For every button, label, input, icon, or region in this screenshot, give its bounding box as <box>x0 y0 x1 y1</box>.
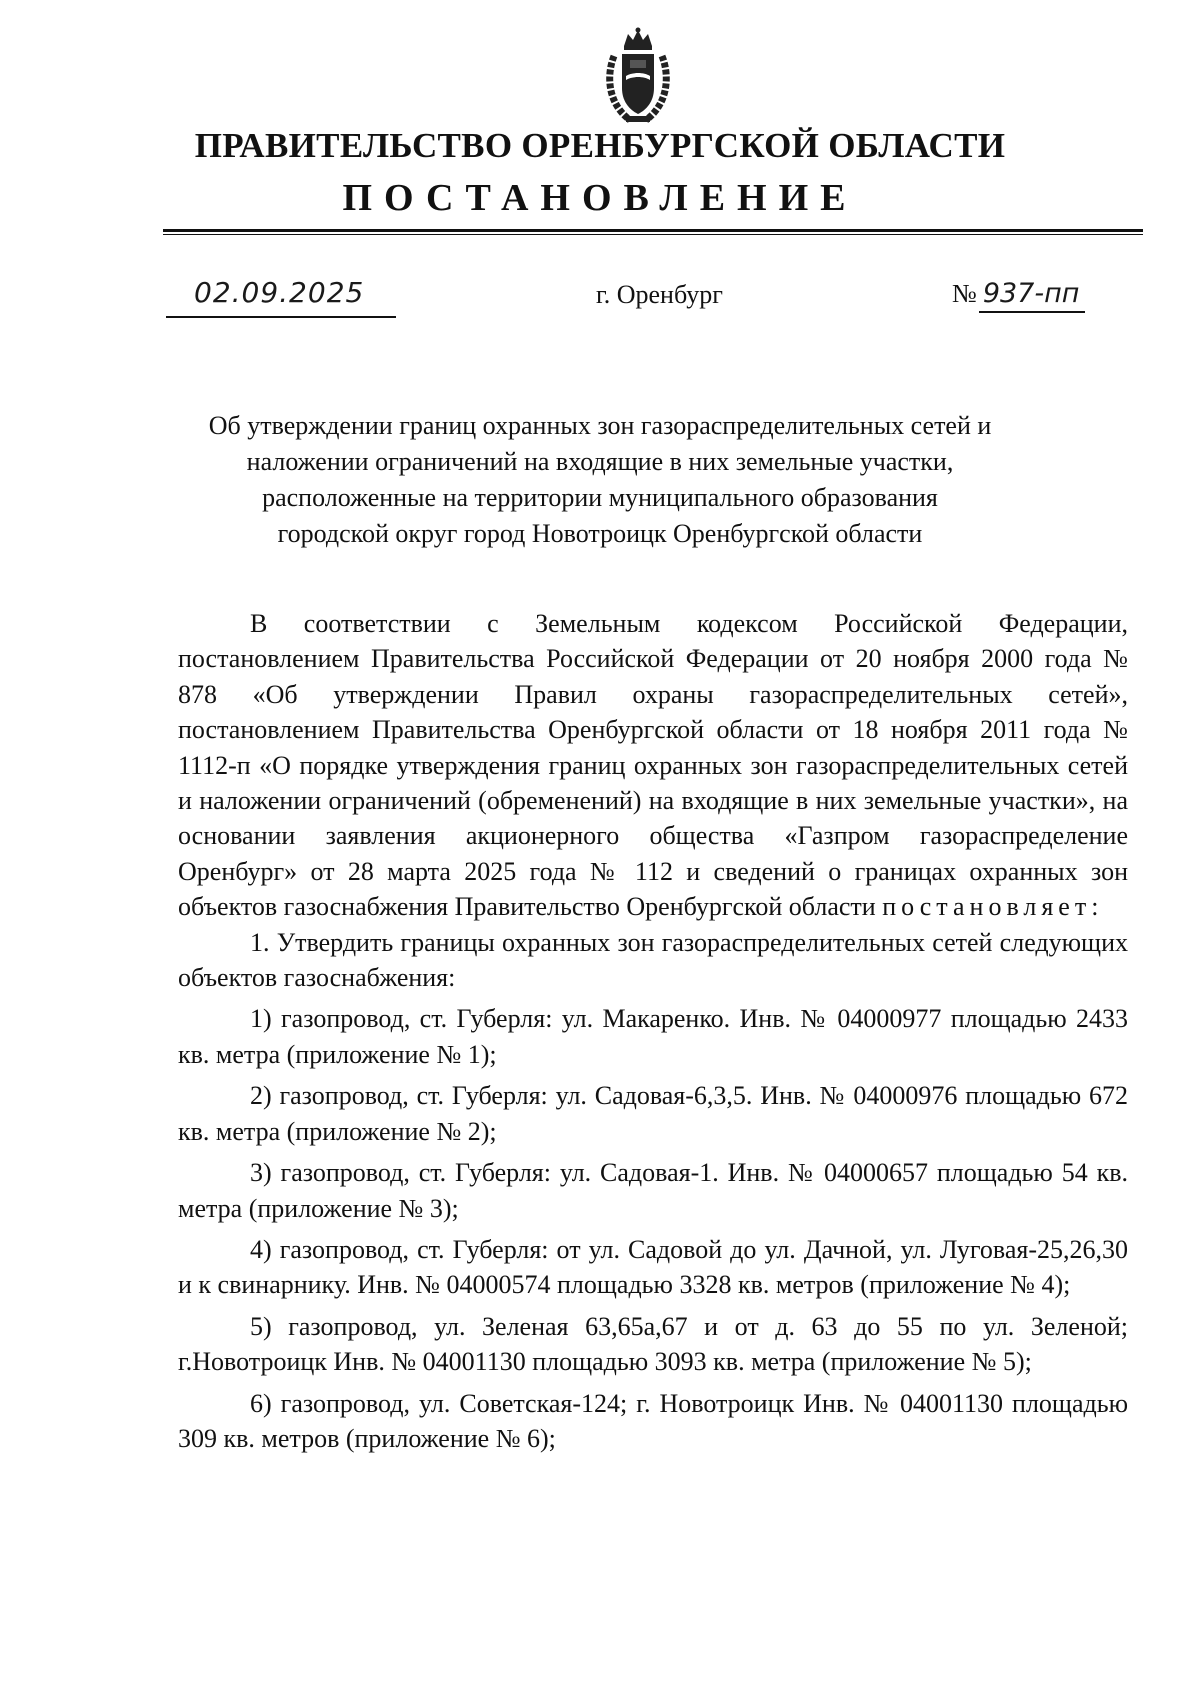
subject-line: наложении ограничений на входящие в них земельные участки, <box>246 447 954 476</box>
document-subject <box>160 408 1040 552</box>
document-date: 02.09.2025 <box>194 276 365 309</box>
subject-line: городской округ город Новотроицк Оренбургской области <box>277 519 923 548</box>
subject-line: расположенные на территории муниципального образования <box>262 483 938 512</box>
document-type: ПОСТАНОВЛЕНИЕ <box>342 177 858 219</box>
clause-paragraph: 1. Утвердить границы охранных зон газораспределительных сетей следующих объектов газоснабжения: <box>178 927 1128 993</box>
document-number-field <box>952 278 1085 313</box>
list-item: 6) газопровод, ул. Советская-124; г. Новотроицк Инв. № 04001130 площадью 309 кв. метров (приложение № 6); <box>178 1388 1128 1453</box>
subject-line: Об утверждении границ охранных зон газораспределительных сетей и <box>208 411 992 440</box>
coat-of-arms-emblem <box>600 26 676 126</box>
preamble-text: В соответствии с Земельным кодексом Российской Федерации, постановлением Правительства Российской Федерации от 20 ноября 2000 года № 878 «Об утверждении Правил охраны газораспределительных сетей», постановлением Правительства Оренбургской области от 18 ноября 2011 года № 1112-п «О порядке утверждения границ охранных зон газораспределительных сетей и наложении ограничений (обременений) на входящие в них земельные участки», на основании заявления акционерного общества «Газпром газораспределение Оренбург» от 28 марта 2025 года № 112 и сведений о границах охранных зон объектов газоснабжения Правительство Оренбургской области <box>178 609 1128 922</box>
document-number: 937-пп <box>979 278 1086 313</box>
preamble-verb: постановляет: <box>882 892 1104 922</box>
list-item: 2) газопровод, ст. Губерля: ул. Садовая-6,3,5. Инв. № 04000976 площадью 672 кв. метра (приложение № 2); <box>178 1081 1128 1146</box>
header-divider-thick <box>163 229 1143 232</box>
list-item: 3) газопровод, ст. Губерля: ул. Садовая-1. Инв. № 04000657 площадью 54 кв. метра (приложение № 3); <box>178 1158 1128 1223</box>
list-item: 4) газопровод, ст. Губерля: от ул. Садовой до ул. Дачной, ул. Луговая-25,26,30 и к свинарнику. Инв. № 04000574 площадью 3328 кв. метров (приложение № 4); <box>178 1234 1128 1300</box>
number-sign: № <box>952 279 977 308</box>
document-date-field <box>166 276 396 318</box>
preamble-paragraph <box>178 606 1128 925</box>
header-divider-thin <box>163 234 1143 235</box>
document-city: г. Оренбург <box>596 280 723 309</box>
list-item: 5) газопровод, ул. Зеленая 63,65а,67 и от д. 63 до 55 по ул. Зеленой; г.Новотроицк Инв. № 04001130 площадью 3093 кв. метра (приложение № 5); <box>178 1311 1128 1377</box>
organization-title: ПРАВИТЕЛЬСТВО ОРЕНБУРГСКОЙ ОБЛАСТИ <box>194 126 1006 165</box>
list-item: 1) газопровод, ст. Губерля: ул. Макаренко. Инв. № 04000977 площадью 2433 кв. метра (приложение № 1); <box>178 1004 1128 1069</box>
document-body <box>178 606 1128 1456</box>
